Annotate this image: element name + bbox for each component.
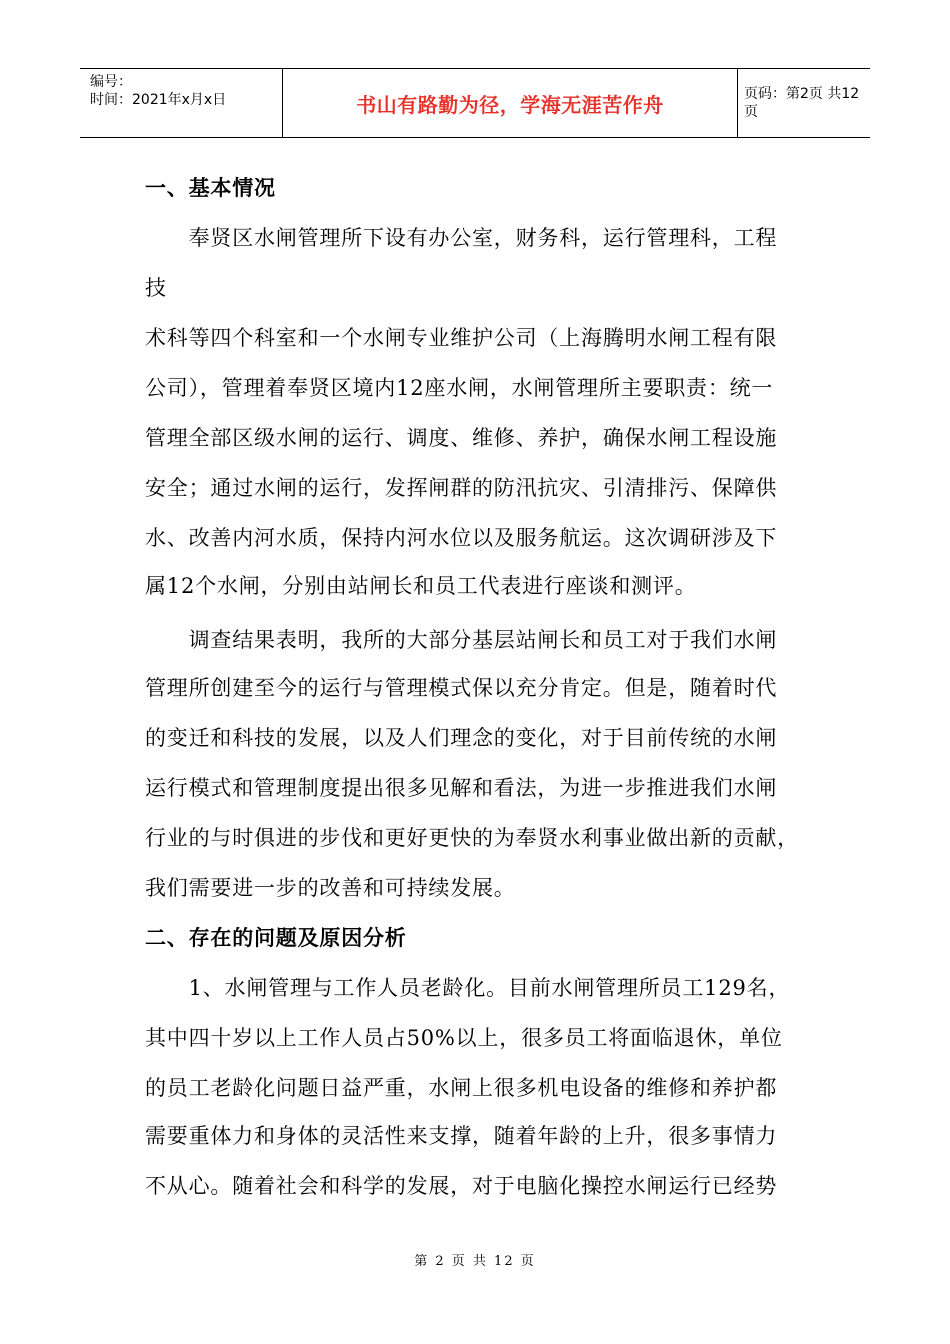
- paragraph-line: 安全；通过水闸的运行，发挥闸群的防汛抗灾、引清排污、保障供: [145, 476, 778, 500]
- paragraph-line: 水、改善内河水质，保持内河水位以及服务航运。这次调研涉及下: [145, 526, 778, 550]
- header-middle-cell: [283, 69, 738, 137]
- paragraph-line: 术科等四个科室和一个水闸专业维护公司（上海腾明水闸工程有限: [145, 326, 778, 350]
- header-left-cell: [80, 69, 283, 137]
- paragraph-line: 属12个水闸，分别由站闸长和员工代表进行座谈和测评。: [145, 574, 697, 598]
- paragraph-line: 公司），管理着奉贤区境内12座水闸，水闸管理所主要职责：统一: [145, 376, 774, 400]
- paragraph-line: 管理全部区级水闸的运行、调度、维修、养护，确保水闸工程设施: [145, 426, 778, 450]
- paragraph-line: 1、水闸管理与工作人员老龄化。目前水闸管理所员工129名，: [145, 976, 791, 1000]
- document-number-label: 编号：: [90, 74, 132, 90]
- paragraph-line: 需要重体力和身体的灵活性来支撑，随着年龄的上升，很多事情力: [145, 1124, 778, 1148]
- section-heading: 一、基本情况: [145, 176, 276, 200]
- paragraph-line: 管理所创建至今的运行与管理模式保以充分肯定。但是，随着时代: [145, 676, 778, 700]
- paragraph-line: 行业的与时俱进的步伐和更好更快的为奉贤水利事业做出新的贡献，: [145, 826, 799, 850]
- document-header: [80, 68, 870, 138]
- page-number-label: 页码：第2页 共12页: [744, 86, 860, 120]
- paragraph-line: 奉贤区水闸管理所下设有办公室，财务科，运行管理科，工程: [145, 226, 778, 250]
- paragraph-line: 的变迁和科技的发展，以及人们理念的变化，对于目前传统的水闸: [145, 726, 778, 750]
- paragraph-line: 我们需要进一步的改善和可持续发展。: [145, 876, 516, 900]
- paragraph-line: 其中四十岁以上工作人员占50%以上，很多员工将面临退休，单位: [145, 1026, 783, 1050]
- section-heading: 二、存在的问题及原因分析: [145, 926, 407, 950]
- header-right-cell: [738, 69, 870, 137]
- paragraph-line: 的员工老龄化问题日益严重，水闸上很多机电设备的维修和养护都: [145, 1076, 778, 1100]
- paragraph-line: 运行模式和管理制度提出很多见解和看法，为进一步推进我们水闸: [145, 776, 778, 800]
- paragraph-line: 技: [145, 276, 167, 300]
- document-date-label: 时间：2021年x月x日: [90, 92, 227, 108]
- page-footer: 第 2 页 共 12 页: [414, 1254, 536, 1269]
- motto-text: 书山有路勤为径，学海无涯苦作舟: [356, 92, 664, 117]
- paragraph-line: 不从心。随着社会和科学的发展，对于电脑化操控水闸运行已经势: [145, 1174, 778, 1198]
- paragraph-line: 调查结果表明，我所的大部分基层站闸长和员工对于我们水闸: [145, 628, 778, 652]
